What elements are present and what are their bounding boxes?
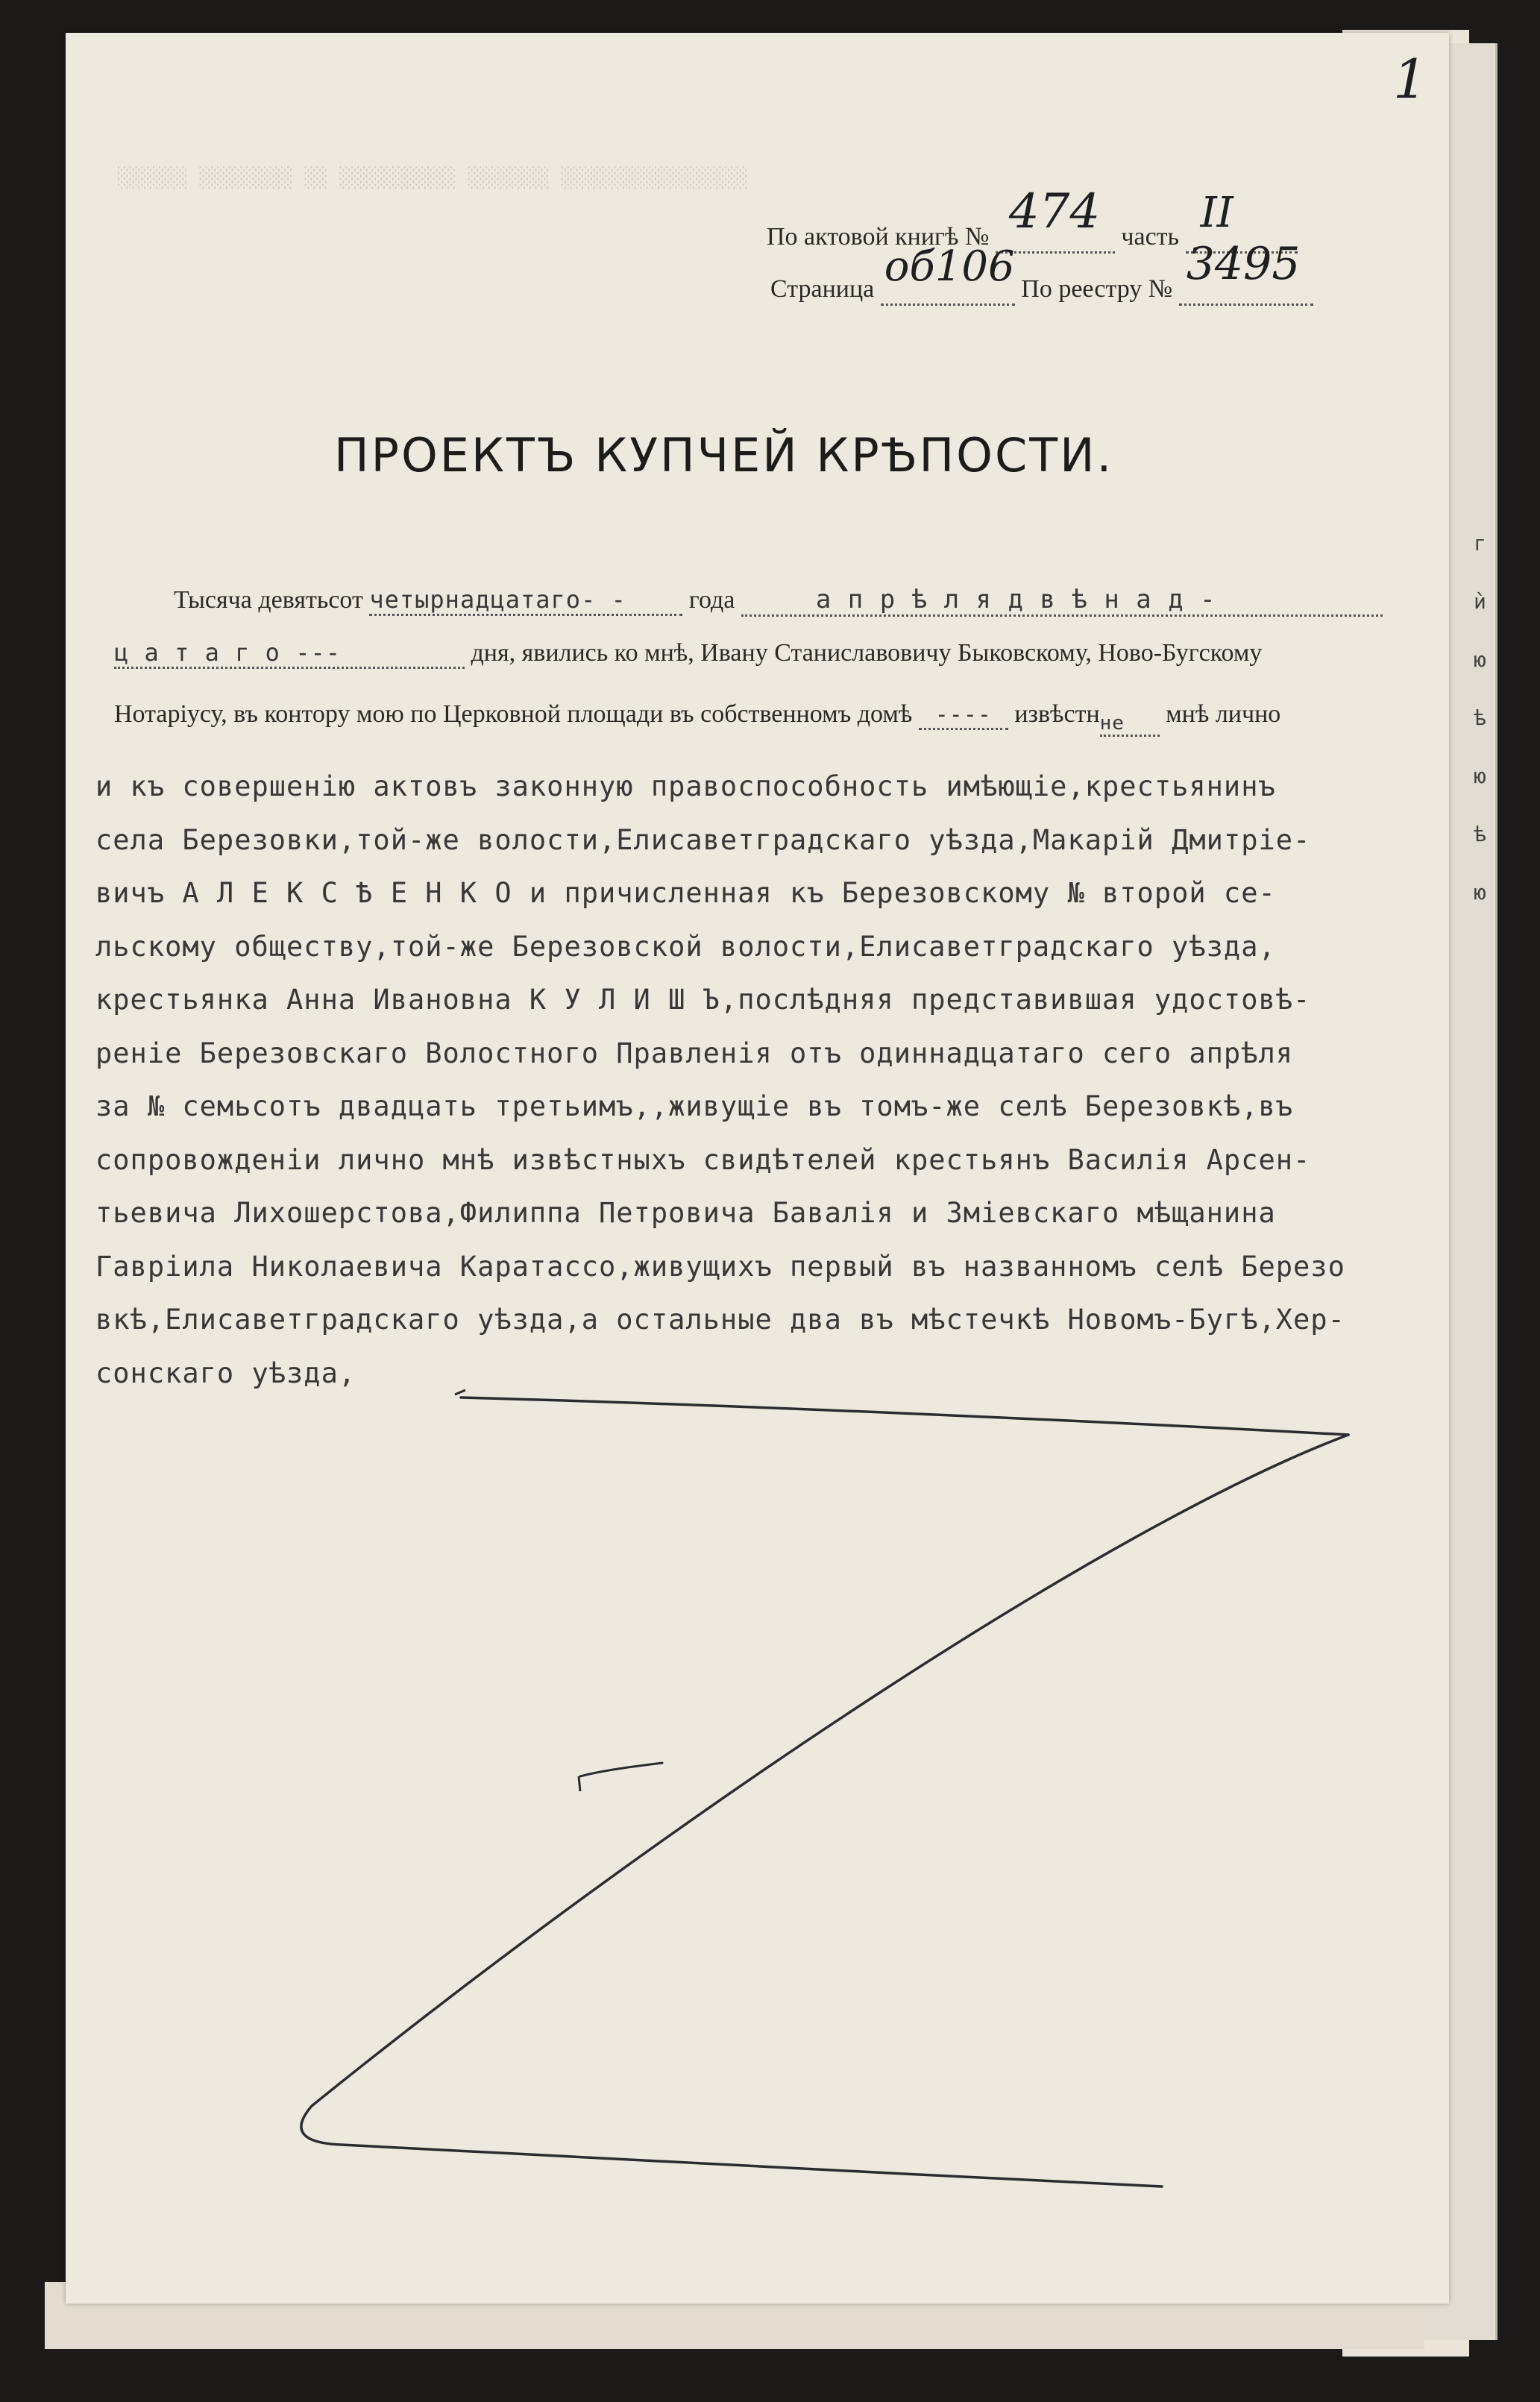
document-title: ПРОЕКТЪ КУПЧЕЙ КРѢПОСТИ. xyxy=(334,428,1114,482)
typed-line: тьевича Лихошерстова,Филиппа Петровича Бавалія и Зміевскаго мѣщанина xyxy=(95,1197,1276,1229)
typed-line: льскому обществу,той-же Березовской волости,Елисаветградскаго уѣзда, xyxy=(95,930,1276,963)
form-lead-text: Тысяча девятьсот xyxy=(174,586,363,614)
underlying-sheet-marks: г ѝ ю ѣ ю ѣ ю xyxy=(1474,531,1486,905)
known-text: извѣстн xyxy=(1014,700,1100,728)
book-label: По актовой книгѣ № xyxy=(767,223,990,251)
typed-line: сопровожденіи лично мнѣ извѣстныхъ свидѣтелей крестьянъ Василія Арсен- xyxy=(95,1143,1311,1176)
office-text: Нотаріусу, въ контору мою по Церковной площади въ собственномъ домѣ xyxy=(114,700,913,728)
typed-line: вичъ А Л Е К С Ѣ Е Н К О и причисленная къ Березовскому № второй се- xyxy=(95,877,1276,909)
appearance-text: дня, явились ко мнѣ, Ивану Станиславовичу Быковскому, Ново-Бугскому xyxy=(471,639,1263,667)
typed-line: крестьянка Анна Ивановна К У Л И Ш Ъ,послѣдняя представившая удостовѣ- xyxy=(95,984,1311,1016)
part-label: часть xyxy=(1121,223,1180,251)
personally-text: мнѣ лично xyxy=(1166,700,1281,728)
cancellation-z-stroke xyxy=(66,33,1449,2304)
typed-line: вкѣ,Елисаветградскаго уѣзда,а остальные два въ мѣстечкѣ Новомъ-Бугѣ,Хер- xyxy=(95,1304,1345,1336)
book-number: 474 xyxy=(1008,184,1101,239)
part-number: II xyxy=(1200,189,1233,237)
registry-label: По реестру № xyxy=(1021,275,1173,303)
typed-line: Гавріила Николаевича Каратассо,живущихъ первый въ названномъ селѣ Березо xyxy=(95,1250,1345,1283)
typed-line: за № семьсотъ двадцать третьимъ,,живущіе въ томъ-же селѣ Березовкѣ,въ xyxy=(95,1090,1294,1122)
bleed-through-text: ░░░░░░ ░░░░░░░░ ░░ ░░░░░░░░░░ ░░░░░░░ ░░░░░░░░░░░░░░░░ xyxy=(118,167,749,189)
day-typed: ц а т а г о --- xyxy=(114,638,465,669)
registry-number: 3495 xyxy=(1186,238,1301,290)
year-typed: четырнадцатаго- - xyxy=(369,585,682,616)
page-label: Страница xyxy=(770,275,875,303)
typed-line: и къ совершенію актовъ законную правоспособность имѣющіе,крестьянинъ xyxy=(95,770,1276,802)
document-page xyxy=(66,33,1449,2304)
typed-line: сонскаго уѣзда, xyxy=(95,1356,356,1389)
not-insert: не xyxy=(1100,712,1160,737)
house-dash: ---- xyxy=(919,702,1008,730)
month-typed: а п р ѣ л я д в ѣ н а д - xyxy=(741,585,1383,617)
typed-line: села Березовки,той-же волости,Елисаветградскаго уѣзда,Макарій Дмитріе- xyxy=(95,823,1311,856)
typed-line: реніе Березовскаго Волостного Правленія отъ одиннадцатаго сего апрѣля xyxy=(95,1037,1294,1069)
page-prefix: об xyxy=(884,242,935,291)
folio-number: 1 xyxy=(1393,48,1427,110)
page-number: 106 xyxy=(934,242,1015,291)
year-label: года xyxy=(688,586,735,614)
